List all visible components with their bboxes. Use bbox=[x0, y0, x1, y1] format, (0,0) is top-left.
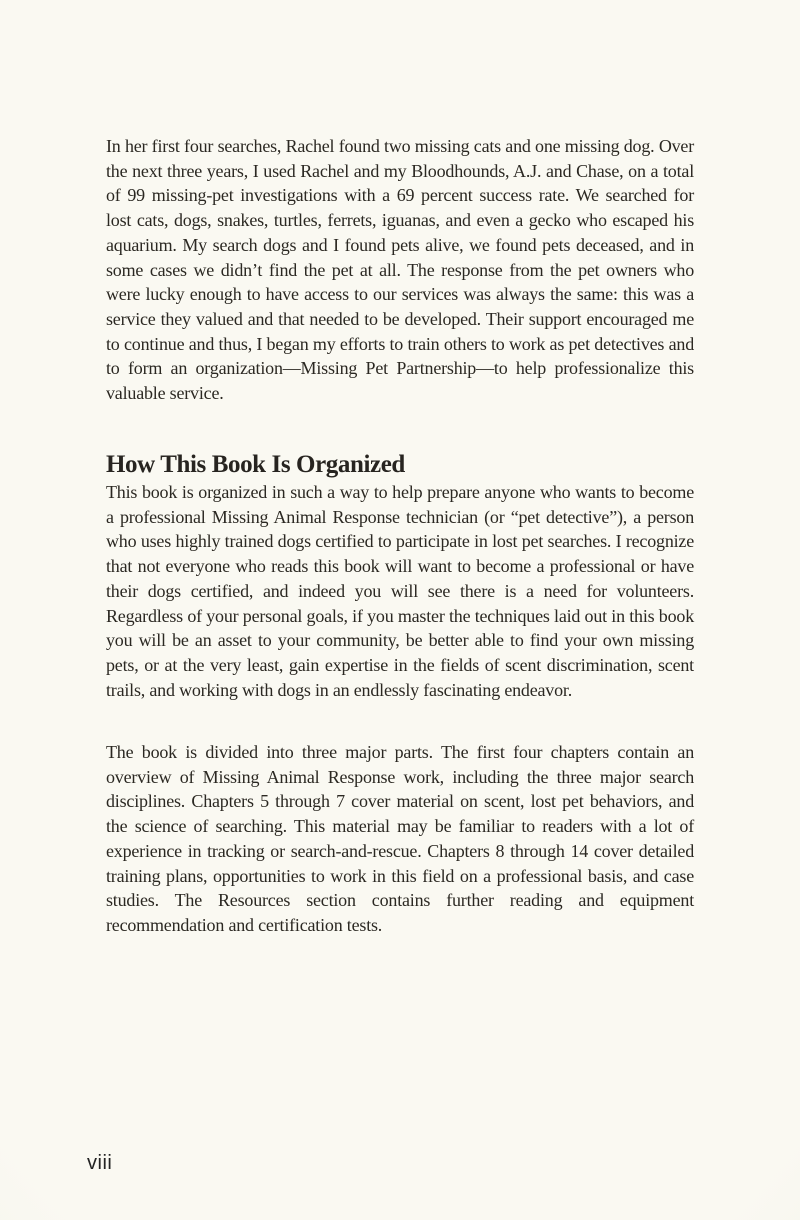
intro-paragraph: In her first four searches, Rachel found two missing cats and one missing dog. Over the next three years, I used Rachel and my Bloodhounds, A.J. and Chase, on a total of 99 missing-pet investigations with a 69 percent success rate. We searched for lost cats, dogs, snakes, turtles, ferrets, iguanas, and even a gecko who escaped his aquarium. My search dogs and I found pets alive, we found pets deceased, and in some cases we didn’t find the pet at all. The response from the pet owners who were lucky enough to have access to our services was always the same: this was a service they valued and that needed to be developed. Their support encouraged me to continue and thus, I began my efforts to train others to work as pet detectives and to form an organization—Missing Pet Partnership—to help professionalize this valuable service. bbox=[106, 136, 694, 404]
section-heading: How This Book Is Organized bbox=[106, 451, 405, 478]
organization-paragraph: This book is organized in such a way to help prepare anyone who wants to become a professional Missing Animal Response technician (or “pet detective”), a person who uses highly trained dogs certified to participate in lost pet searches. I recognize that not everyone who reads this book will want to become a professional or have their dogs certified, and indeed you will see there is a need for volunteers. Regardless of your personal goals, if you master the techniques laid out in this book you will be an asset to your community, be better able to find your own missing pets, or at the very least, gain expertise in the fields of scent discrimination, scent trails, and working with dogs in an endlessly fascinating endeavor. bbox=[106, 482, 694, 700]
page-number: viii bbox=[87, 1152, 113, 1174]
book-parts-paragraph: The book is divided into three major parts. The first four chapters contain an overview of Missing Animal Response work, including the three major search disciplines. Chapters 5 through 7 cover material on scent, lost pet behaviors, and the science of searching. This material may be familiar to readers with a lot of experience in tracking or search-and-rescue. Chapters 8 through 14 cover detailed training plans, opportunities to work in this field on a professional basis, and case studies. The Resources section contains further reading and equipment recommendation and certification tests. bbox=[106, 742, 694, 935]
